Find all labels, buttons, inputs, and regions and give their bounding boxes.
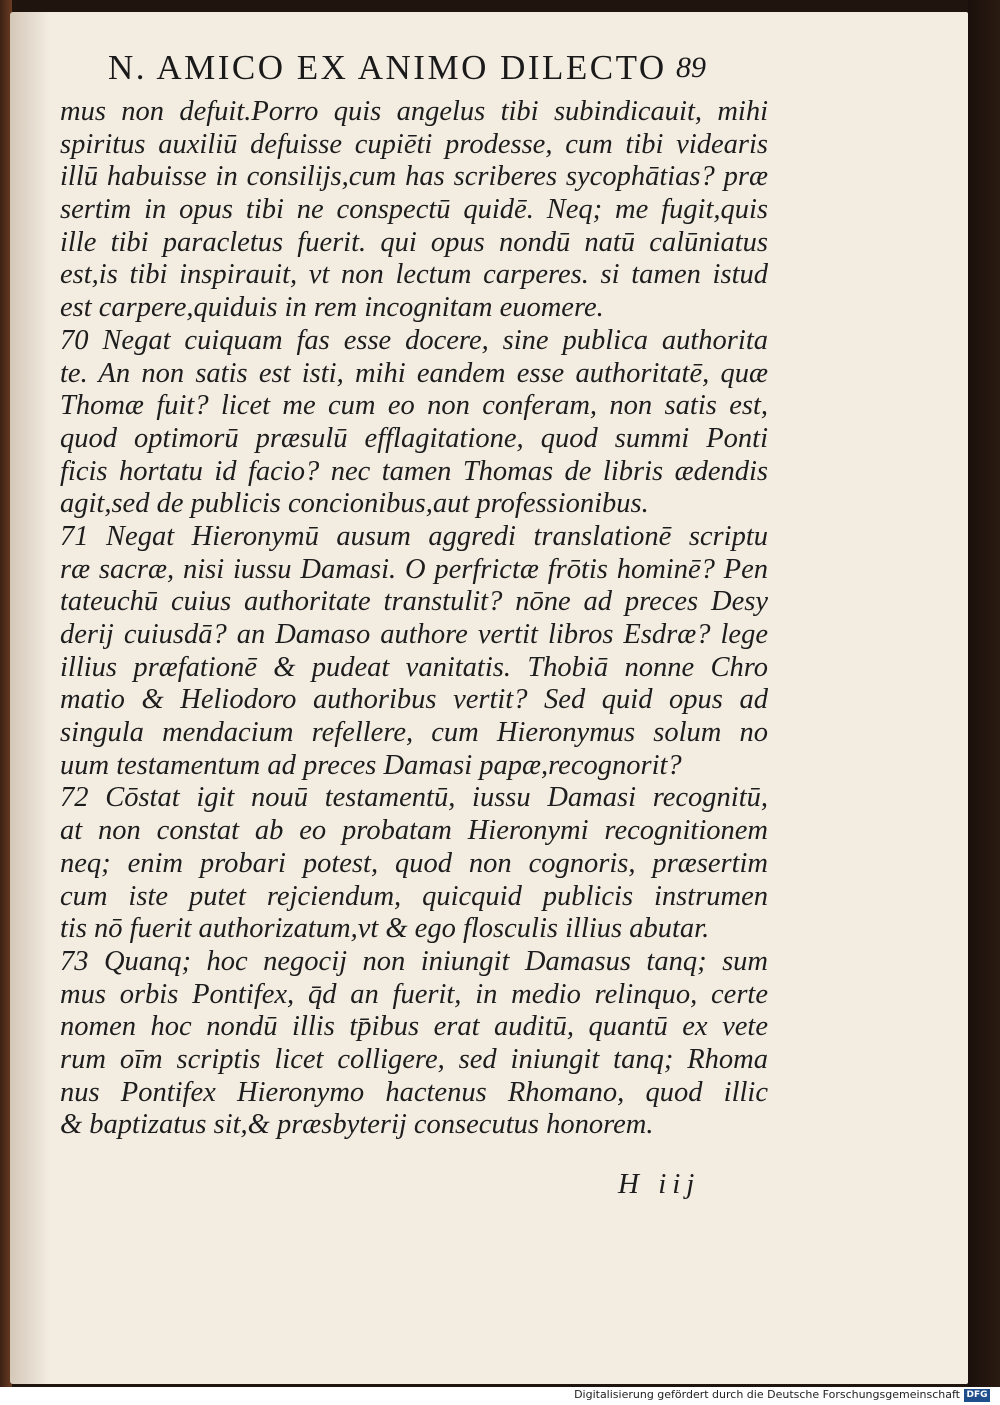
text-line: nus Pontifex Hieronymo hactenus Rhomano, quod illic	[60, 1076, 768, 1108]
text-line: agit,sed de publicis concionibus,aut professionibus.	[60, 488, 649, 520]
scan-right-edge	[968, 0, 1000, 1387]
text-line: singula mendacium refellere, cum Hieronymus solum no	[60, 717, 768, 749]
text-line: mus orbis Pontifex, q̄d an fuerit, in medio relinquo, certe	[60, 978, 768, 1010]
text-line: neq; enim probari potest, quod non cognoris, præsertim	[60, 847, 768, 879]
text-line: 73 Quanq; hoc negocij non iniungit Damasus tanq; sum	[60, 945, 768, 977]
text-line: 71 Negat Hieronymū ausum aggredi translationē scriptu	[60, 520, 768, 552]
text-line: ficis hortatu id facio? nec tamen Thomas de libris ædendis	[60, 455, 768, 487]
text-line: te. An non satis est isti, mihi eandem esse authoritatē, quæ	[60, 357, 768, 389]
text-line: & baptizatus sit,& præsbyterij consecutus honorem.	[60, 1109, 654, 1141]
text-line: est,is tibi inspirauit, vt non lectum carperes. si tamen istud	[60, 259, 768, 291]
text-line: rum oīm scriptis licet colligere, sed iniungit tanq; Rhoma	[60, 1043, 768, 1075]
text-line: at non constat ab eo probatam Hieronymi recognitionem	[60, 815, 768, 847]
text-line: Thomæ fuit? licet me cum eo non conferam, non satis est,	[60, 390, 768, 422]
text-line: cum iste putet rejciendum, quicquid publicis instrumen	[60, 880, 768, 912]
text-line: est carpere,quiduis in rem incognitam euomere.	[60, 292, 604, 324]
text-line: tis nō fuerit authorizatum,vt & ego flosculis illius abutar.	[60, 913, 710, 945]
text-line: derij cuiusdā? an Damaso authore vertit libros Esdræ? lege	[60, 619, 768, 650]
text-line: illius præfationē & pudeat vanitatis. Thobiā nonne Chro	[60, 651, 768, 683]
text-line: ræ sacræ, nisi iussu Damasi. O perfrictæ frōtis hominē? Pen	[60, 553, 768, 585]
text-line: quod optimorū præsulū efflagitatione, quod summi Ponti	[60, 422, 768, 454]
text-line: 72 Cōstat igit nouū testamentū, iussu Damasi recognitū,	[60, 782, 768, 814]
signature-mark: H iij	[618, 1168, 701, 1200]
text-line: mus non defuit.Porro quis angelus tibi subindicauit, mihi	[60, 96, 768, 127]
footer-credit: Digitalisierung gefördert durch die Deutsche Forschungsgemeinschaft	[574, 1388, 960, 1401]
dfg-logo-icon: DFG	[964, 1389, 990, 1402]
body-text	[60, 96, 780, 1142]
text-line: 70 Negat cuiquam fas esse docere, sine publica authorita	[60, 324, 768, 356]
text-line: uum testamentum ad preces Damasi papæ,recognorit?	[60, 749, 682, 781]
folio-number: 89	[676, 51, 706, 84]
text-line: tateuchū cuius authoritate transtulit? nōne ad preces Desy	[60, 586, 768, 618]
text-line: illū habuisse in consilijs,cum has scriberes sycophātias? præ	[60, 161, 768, 193]
running-head	[108, 44, 718, 92]
text-line: nomen hoc nondū illis tp̄ibus erat auditū, quantū ex vete	[60, 1011, 768, 1043]
text-line: spiritus auxiliū defuisse cupiēti prodesse, cum tibi videaris	[60, 128, 768, 160]
page-gutter-shadow	[10, 12, 50, 1384]
text-line: matio & Heliodoro authoribus vertit? Sed quid opus ad	[60, 684, 768, 716]
text-line: ille tibi paracletus fuerit. qui opus nondū natū calūniatus	[60, 226, 768, 258]
running-head-title: N. AMICO EX ANIMO DILECTO	[108, 48, 667, 87]
text-line: sertim in opus tibi ne conspectū quidē. Neq; me fugit,quis	[60, 194, 768, 226]
